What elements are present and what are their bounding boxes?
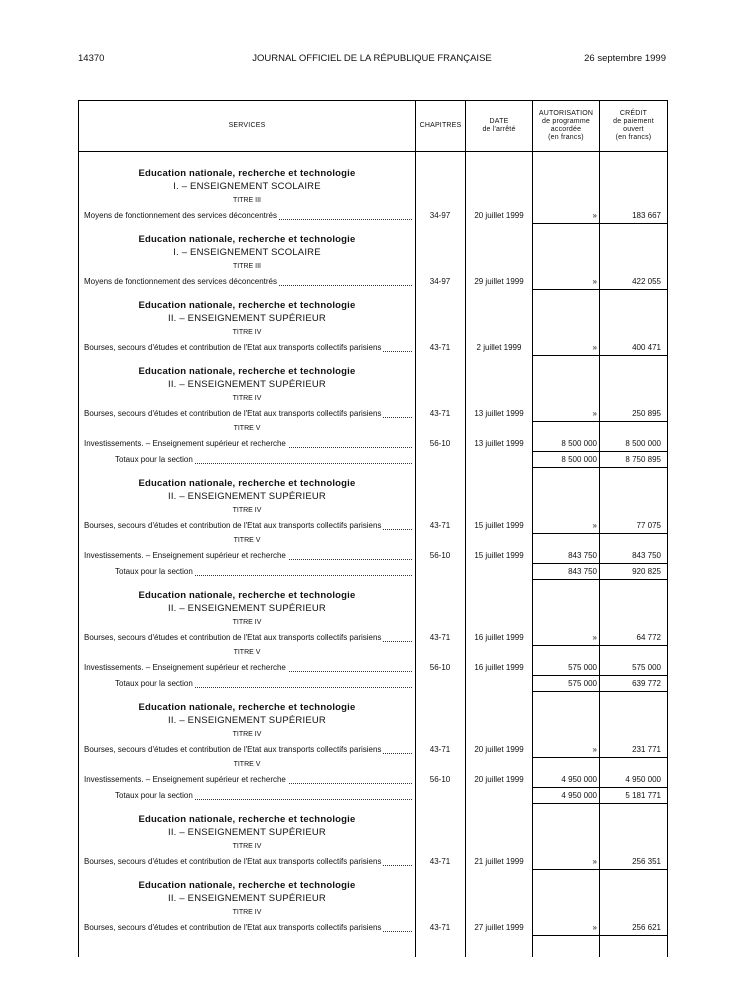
autorisation-cell: 575 000 bbox=[568, 663, 597, 672]
decree-block bbox=[79, 233, 667, 299]
autorisation-cell: » bbox=[592, 277, 597, 286]
underline-rule bbox=[533, 935, 599, 936]
underline-rule bbox=[600, 533, 667, 534]
double-rule bbox=[533, 467, 599, 468]
underline-rule bbox=[600, 935, 667, 936]
table-row bbox=[79, 855, 667, 869]
underline-rule bbox=[533, 675, 599, 676]
credit-cell: 400 471 bbox=[632, 343, 661, 352]
block-spacer bbox=[79, 223, 667, 233]
underline-rule bbox=[600, 757, 667, 758]
double-rule bbox=[600, 803, 667, 804]
chapitre-cell: 34-97 bbox=[429, 277, 451, 286]
header-services: SERVICES bbox=[228, 122, 266, 129]
total-cell bbox=[115, 453, 412, 467]
chapitre-cell: 43-71 bbox=[429, 857, 451, 866]
service-label: Bourses, secours d'études et contribution de l'Etat aux transports collectifs parisiens bbox=[84, 923, 382, 932]
header-autorisation: AUTORISATION de programme accordée (en francs) bbox=[538, 110, 594, 141]
page-number: 14370 bbox=[78, 53, 105, 64]
total-label: Totaux pour la section bbox=[115, 679, 193, 688]
underline-rule bbox=[600, 787, 667, 788]
chapitre-cell: 56-10 bbox=[429, 439, 451, 448]
credit-cell: 183 667 bbox=[632, 211, 661, 220]
total-credit: 920 825 bbox=[632, 567, 661, 576]
chapitre-cell: 56-10 bbox=[429, 663, 451, 672]
underline-rule bbox=[533, 223, 599, 224]
date-cell: 21 juillet 1999 bbox=[474, 857, 524, 866]
credit-cell: 8 500 000 bbox=[625, 439, 661, 448]
table-row bbox=[79, 773, 667, 787]
decree-block bbox=[79, 477, 667, 589]
ministry-title: Education nationale, recherche et technologie bbox=[138, 366, 356, 377]
autorisation-cell: » bbox=[592, 923, 597, 932]
decree-block bbox=[79, 365, 667, 477]
table-row bbox=[79, 743, 667, 757]
titre-label: TITRE IV bbox=[232, 731, 262, 738]
titre-label: TITRE IV bbox=[232, 507, 262, 514]
total-row bbox=[79, 677, 667, 691]
decree-table bbox=[78, 100, 668, 957]
titre-label: TITRE V bbox=[233, 649, 261, 656]
table-row bbox=[79, 275, 667, 289]
underline-rule bbox=[533, 869, 599, 870]
titre-label: TITRE IV bbox=[232, 395, 262, 402]
table-row bbox=[79, 341, 667, 355]
titre-label: TITRE IV bbox=[232, 329, 262, 336]
titre-label: TITRE V bbox=[233, 425, 261, 432]
block-spacer bbox=[79, 935, 667, 945]
total-label: Totaux pour la section bbox=[115, 567, 193, 576]
total-label: Totaux pour la section bbox=[115, 455, 193, 464]
credit-cell: 231 771 bbox=[632, 745, 661, 754]
date-cell: 20 juillet 1999 bbox=[474, 211, 524, 220]
autorisation-cell: » bbox=[592, 211, 597, 220]
autorisation-cell: » bbox=[592, 343, 597, 352]
date-cell: 27 juillet 1999 bbox=[474, 923, 524, 932]
section-title: II. – ENSEIGNEMENT SUPÉRIEUR bbox=[168, 491, 326, 502]
table-header bbox=[79, 101, 667, 151]
autorisation-cell: 843 750 bbox=[568, 551, 597, 560]
service-label: Bourses, secours d'études et contribution de l'Etat aux transports collectifs parisiens bbox=[84, 745, 382, 754]
service-cell bbox=[84, 661, 412, 675]
section-title: I. – ENSEIGNEMENT SCOLAIRE bbox=[173, 181, 321, 192]
chapitre-cell: 34-97 bbox=[429, 211, 451, 220]
double-rule bbox=[600, 579, 667, 580]
underline-rule bbox=[600, 289, 667, 290]
chapitre-cell: 43-71 bbox=[429, 633, 451, 642]
header-credit: CRÉDIT de paiement ouvert (en francs) bbox=[613, 110, 654, 141]
underline-rule bbox=[600, 645, 667, 646]
service-cell bbox=[84, 407, 412, 421]
date-cell: 16 juillet 1999 bbox=[474, 663, 524, 672]
autorisation-cell: » bbox=[592, 745, 597, 754]
credit-cell: 256 351 bbox=[632, 857, 661, 866]
section-title: II. – ENSEIGNEMENT SUPÉRIEUR bbox=[168, 827, 326, 838]
chapitre-cell: 43-71 bbox=[429, 745, 451, 754]
credit-cell: 256 621 bbox=[632, 923, 661, 932]
table-row bbox=[79, 631, 667, 645]
service-cell bbox=[84, 921, 412, 935]
total-row bbox=[79, 565, 667, 579]
chapitre-cell: 43-71 bbox=[429, 409, 451, 418]
underline-rule bbox=[533, 533, 599, 534]
total-credit: 5 181 771 bbox=[625, 791, 661, 800]
table-row bbox=[79, 549, 667, 563]
total-autorisation: 575 000 bbox=[568, 679, 597, 688]
total-credit: 639 772 bbox=[632, 679, 661, 688]
table-row bbox=[79, 407, 667, 421]
service-label: Investissements. – Enseignement supérieur et recherche bbox=[84, 551, 286, 560]
section-title: II. – ENSEIGNEMENT SUPÉRIEUR bbox=[168, 603, 326, 614]
table-row bbox=[79, 921, 667, 935]
autorisation-cell: 4 950 000 bbox=[561, 775, 597, 784]
header-date: DATE de l'arrêté bbox=[482, 118, 516, 133]
service-cell bbox=[84, 519, 412, 533]
total-autorisation: 4 950 000 bbox=[561, 791, 597, 800]
underline-rule bbox=[533, 355, 599, 356]
date-cell: 20 juillet 1999 bbox=[474, 775, 524, 784]
autorisation-cell: » bbox=[592, 521, 597, 530]
service-label: Bourses, secours d'études et contribution de l'Etat aux transports collectifs parisiens bbox=[84, 633, 382, 642]
credit-cell: 843 750 bbox=[632, 551, 661, 560]
table-row bbox=[79, 519, 667, 533]
service-label: Bourses, secours d'études et contribution de l'Etat aux transports collectifs parisiens bbox=[84, 409, 382, 418]
underline-rule bbox=[600, 563, 667, 564]
titre-label: TITRE V bbox=[233, 537, 261, 544]
underline-rule bbox=[533, 289, 599, 290]
block-spacer bbox=[79, 579, 667, 589]
total-row bbox=[79, 453, 667, 467]
date-cell: 13 juillet 1999 bbox=[474, 409, 524, 418]
block-spacer bbox=[79, 467, 667, 477]
section-title: II. – ENSEIGNEMENT SUPÉRIEUR bbox=[168, 313, 326, 324]
titre-label: TITRE IV bbox=[232, 619, 262, 626]
underline-rule bbox=[533, 451, 599, 452]
titre-label: TITRE IV bbox=[232, 843, 262, 850]
service-label: Moyens de fonctionnement des services déconcentrés bbox=[84, 211, 277, 220]
underline-rule bbox=[600, 223, 667, 224]
underline-rule bbox=[533, 421, 599, 422]
ministry-title: Education nationale, recherche et technologie bbox=[138, 702, 356, 713]
decree-block bbox=[79, 167, 667, 233]
block-spacer bbox=[79, 355, 667, 365]
chapitre-cell: 43-71 bbox=[429, 923, 451, 932]
service-label: Bourses, secours d'études et contribution de l'Etat aux transports collectifs parisiens bbox=[84, 857, 382, 866]
table-row bbox=[79, 209, 667, 223]
total-autorisation: 8 500 000 bbox=[561, 455, 597, 464]
ministry-title: Education nationale, recherche et technologie bbox=[138, 300, 356, 311]
service-cell bbox=[84, 631, 412, 645]
underline-rule bbox=[600, 869, 667, 870]
autorisation-cell: 8 500 000 bbox=[561, 439, 597, 448]
decree-block bbox=[79, 589, 667, 701]
total-autorisation: 843 750 bbox=[568, 567, 597, 576]
date-cell: 29 juillet 1999 bbox=[474, 277, 524, 286]
chapitre-cell: 43-71 bbox=[429, 521, 451, 530]
service-cell bbox=[84, 275, 412, 289]
titre-label: TITRE III bbox=[233, 197, 261, 204]
service-cell bbox=[84, 341, 412, 355]
underline-rule bbox=[600, 421, 667, 422]
service-cell bbox=[84, 437, 412, 451]
section-title: I. – ENSEIGNEMENT SCOLAIRE bbox=[173, 247, 321, 258]
credit-cell: 250 895 bbox=[632, 409, 661, 418]
ministry-title: Education nationale, recherche et technologie bbox=[138, 814, 356, 825]
underline-rule bbox=[600, 355, 667, 356]
titre-label: TITRE IV bbox=[232, 909, 262, 916]
ministry-title: Education nationale, recherche et technologie bbox=[138, 234, 356, 245]
table-row bbox=[79, 437, 667, 451]
credit-cell: 422 055 bbox=[632, 277, 661, 286]
service-label: Moyens de fonctionnement des services déconcentrés bbox=[84, 277, 277, 286]
block-spacer bbox=[79, 869, 667, 879]
double-rule bbox=[533, 691, 599, 692]
date-cell: 2 juillet 1999 bbox=[476, 343, 522, 352]
section-title: II. – ENSEIGNEMENT SUPÉRIEUR bbox=[168, 715, 326, 726]
ministry-title: Education nationale, recherche et technologie bbox=[138, 590, 356, 601]
underline-rule bbox=[533, 563, 599, 564]
block-spacer bbox=[79, 691, 667, 701]
ministry-title: Education nationale, recherche et technologie bbox=[138, 168, 356, 179]
date-cell: 15 juillet 1999 bbox=[474, 521, 524, 530]
service-label: Bourses, secours d'études et contribution de l'Etat aux transports collectifs parisiens bbox=[84, 343, 382, 352]
total-row bbox=[79, 789, 667, 803]
service-label: Bourses, secours d'études et contribution de l'Etat aux transports collectifs parisiens bbox=[84, 521, 382, 530]
decree-block bbox=[79, 813, 667, 879]
underline-rule bbox=[533, 787, 599, 788]
underline-rule bbox=[600, 675, 667, 676]
section-title: II. – ENSEIGNEMENT SUPÉRIEUR bbox=[168, 379, 326, 390]
double-rule bbox=[600, 467, 667, 468]
credit-cell: 4 950 000 bbox=[625, 775, 661, 784]
titre-label: TITRE III bbox=[233, 263, 261, 270]
total-cell bbox=[115, 789, 412, 803]
decree-block bbox=[79, 879, 667, 945]
date-cell: 13 juillet 1999 bbox=[474, 439, 524, 448]
total-cell bbox=[115, 565, 412, 579]
chapitre-cell: 56-10 bbox=[429, 551, 451, 560]
service-label: Investissements. – Enseignement supérieur et recherche bbox=[84, 663, 286, 672]
autorisation-cell: » bbox=[592, 633, 597, 642]
publication-date: 26 septembre 1999 bbox=[584, 53, 666, 64]
total-credit: 8 750 895 bbox=[625, 455, 661, 464]
autorisation-cell: » bbox=[592, 409, 597, 418]
service-cell bbox=[84, 855, 412, 869]
service-label: Investissements. – Enseignement supérieur et recherche bbox=[84, 439, 286, 448]
table-body bbox=[79, 167, 667, 945]
date-cell: 16 juillet 1999 bbox=[474, 633, 524, 642]
service-cell bbox=[84, 549, 412, 563]
service-cell bbox=[84, 773, 412, 787]
ministry-title: Education nationale, recherche et technologie bbox=[138, 478, 356, 489]
underline-rule bbox=[600, 451, 667, 452]
chapitre-cell: 56-10 bbox=[429, 775, 451, 784]
credit-cell: 64 772 bbox=[636, 633, 661, 642]
service-cell bbox=[84, 209, 412, 223]
journal-title: JOURNAL OFFICIEL DE LA RÉPUBLIQUE FRANÇAISE bbox=[252, 53, 492, 64]
block-spacer bbox=[79, 289, 667, 299]
block-spacer bbox=[79, 803, 667, 813]
double-rule bbox=[600, 691, 667, 692]
page-header bbox=[78, 53, 666, 67]
service-cell bbox=[84, 743, 412, 757]
credit-cell: 575 000 bbox=[632, 663, 661, 672]
header-divider bbox=[79, 151, 667, 152]
service-label: Investissements. – Enseignement supérieur et recherche bbox=[84, 775, 286, 784]
total-cell bbox=[115, 677, 412, 691]
titre-label: TITRE V bbox=[233, 761, 261, 768]
date-cell: 15 juillet 1999 bbox=[474, 551, 524, 560]
underline-rule bbox=[533, 645, 599, 646]
chapitre-cell: 43-71 bbox=[429, 343, 451, 352]
ministry-title: Education nationale, recherche et technologie bbox=[138, 880, 356, 891]
decree-block bbox=[79, 701, 667, 813]
double-rule bbox=[533, 803, 599, 804]
header-chapitres: CHAPITRES bbox=[419, 122, 462, 129]
double-rule bbox=[533, 579, 599, 580]
section-title: II. – ENSEIGNEMENT SUPÉRIEUR bbox=[168, 893, 326, 904]
credit-cell: 77 075 bbox=[636, 521, 661, 530]
decree-block bbox=[79, 299, 667, 365]
autorisation-cell: » bbox=[592, 857, 597, 866]
table-row bbox=[79, 661, 667, 675]
date-cell: 20 juillet 1999 bbox=[474, 745, 524, 754]
underline-rule bbox=[533, 757, 599, 758]
total-label: Totaux pour la section bbox=[115, 791, 193, 800]
